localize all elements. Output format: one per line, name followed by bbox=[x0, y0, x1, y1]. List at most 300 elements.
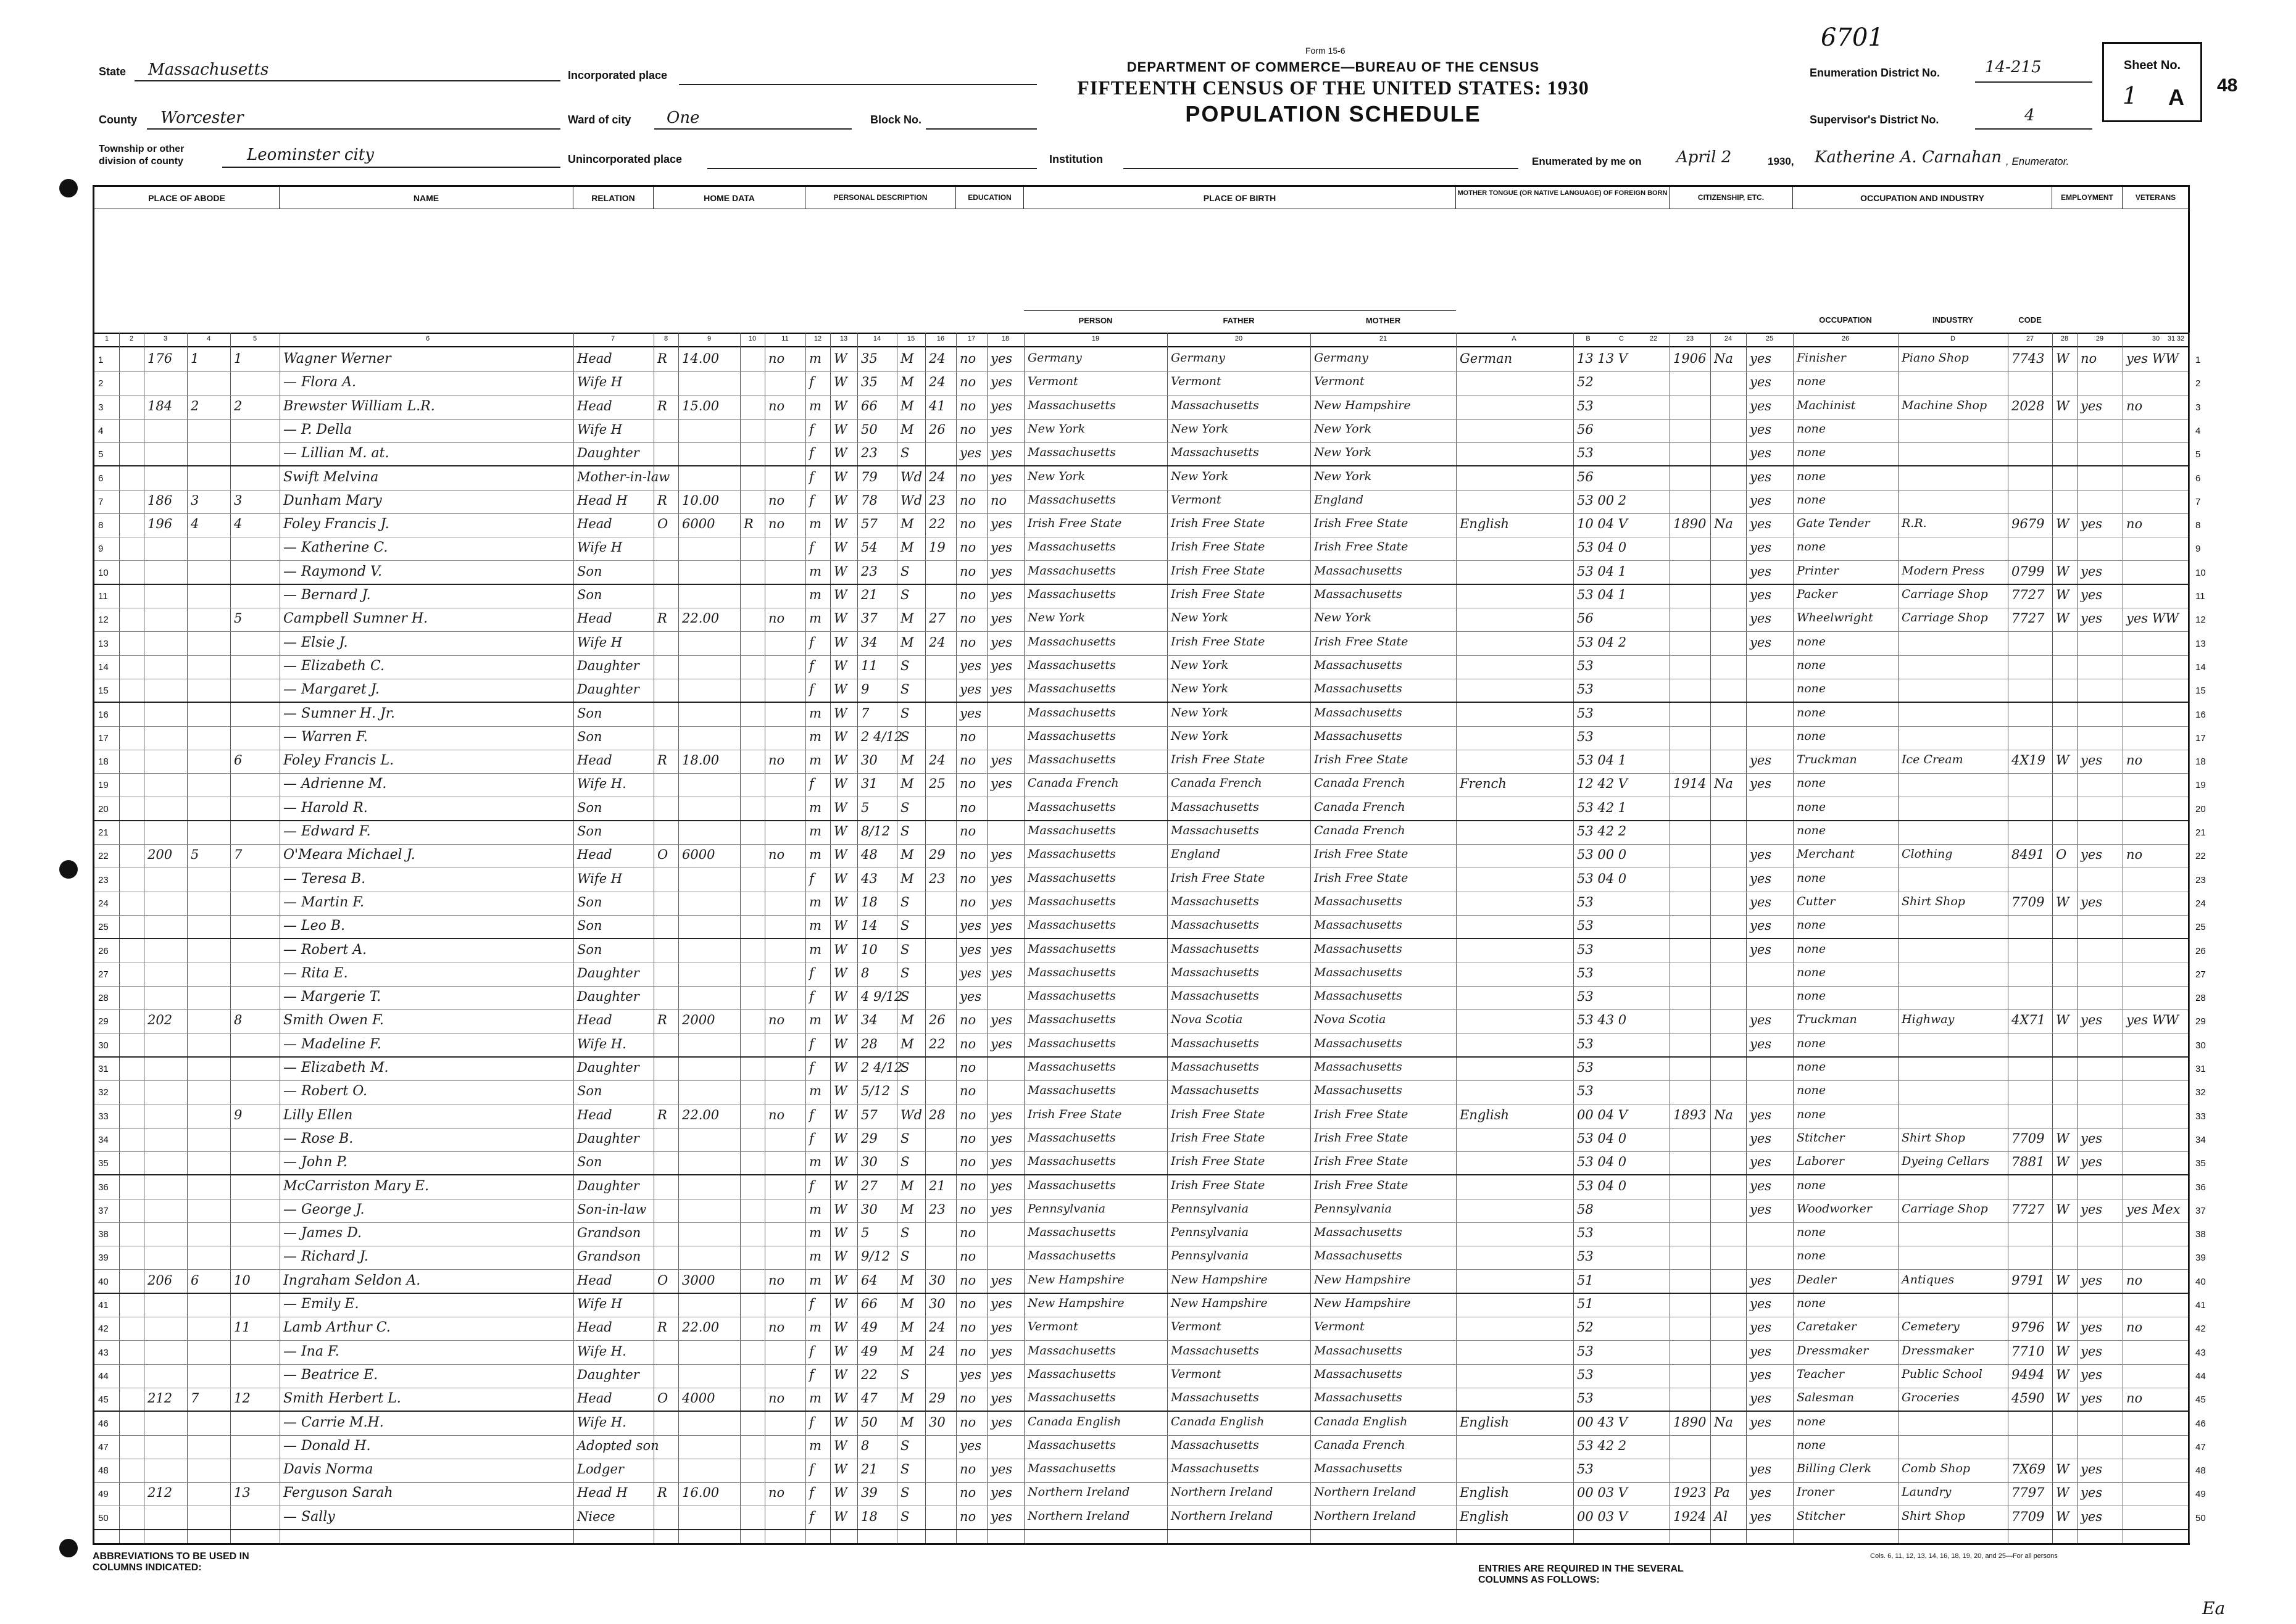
cell-ind: Carriage Shop bbox=[1902, 611, 1988, 625]
cell-read: yes bbox=[991, 445, 1013, 461]
cell-race: W bbox=[834, 375, 847, 390]
cell-mar: S bbox=[901, 1438, 910, 1453]
cell-occ: none bbox=[1797, 965, 1826, 979]
cell-code: 53 04 1 bbox=[1577, 753, 1627, 768]
cell-cls: W bbox=[2056, 1391, 2069, 1406]
cell-name: — Ina F. bbox=[283, 1343, 339, 1359]
cell-fpob: Irish Free State bbox=[1171, 1107, 1265, 1121]
cell-farm: no bbox=[768, 398, 785, 413]
line-number-right: 28 bbox=[2195, 993, 2206, 1004]
cell-mpob: New York bbox=[1314, 445, 1372, 460]
cell-name: — Elizabeth C. bbox=[283, 658, 385, 674]
cell-agem: 23 bbox=[929, 871, 946, 886]
line-number: 30 bbox=[98, 1040, 109, 1051]
table-row bbox=[94, 1246, 2206, 1270]
cell-eng: yes bbox=[1750, 1107, 1772, 1122]
cell-house: 212 bbox=[148, 1485, 173, 1501]
cell-age: 64 bbox=[861, 1272, 878, 1288]
cell-mpob: Northern Ireland bbox=[1314, 1485, 1416, 1499]
cell-mar: M bbox=[901, 1296, 914, 1311]
cell-age: 7 bbox=[861, 705, 870, 721]
cell-sch: no bbox=[960, 1107, 976, 1122]
cell-rel: Son bbox=[577, 1083, 602, 1099]
cell-mar: Wd bbox=[901, 1107, 923, 1122]
cell-vet: no bbox=[2126, 516, 2143, 532]
cell-mar: S bbox=[901, 682, 910, 697]
abbreviations-title: ABBREVIATIONS TO BE USED IN COLUMNS INDICATED: bbox=[93, 1551, 249, 1573]
cell-read: yes bbox=[991, 398, 1013, 413]
cell-emp: yes bbox=[2081, 1013, 2103, 1028]
cell-name: Davis Norma bbox=[283, 1462, 373, 1478]
cell-name: — Margaret J. bbox=[283, 682, 380, 698]
line-number-right: 19 bbox=[2195, 780, 2206, 791]
cell-nat: Na bbox=[1714, 1414, 1733, 1430]
cell-occ: none bbox=[1797, 800, 1826, 814]
cell-sex: f bbox=[809, 658, 814, 673]
col-place-of-abode: PLACE OF ABODE bbox=[94, 187, 280, 209]
cell-fpob: New York bbox=[1171, 611, 1229, 625]
cell-race: W bbox=[834, 989, 847, 1005]
col-home-data: HOME DATA bbox=[654, 187, 805, 209]
cell-sch: no bbox=[960, 871, 976, 886]
form-footer bbox=[93, 1551, 2190, 1613]
cell-sex: m bbox=[809, 1391, 821, 1406]
cell-code: 53 bbox=[1577, 918, 1594, 934]
cell-sex: f bbox=[809, 682, 814, 697]
cell-rel: Daughter bbox=[577, 1130, 639, 1146]
cell-dw: 4 bbox=[191, 516, 199, 532]
cell-name: McCarriston Mary E. bbox=[283, 1178, 430, 1194]
cell-val: 10.00 bbox=[682, 492, 720, 508]
col-education: EDUCATION bbox=[956, 187, 1024, 209]
table-row bbox=[94, 561, 2206, 585]
cell-mar: S bbox=[901, 1249, 910, 1264]
table-row bbox=[94, 608, 2206, 632]
cell-read: yes bbox=[991, 894, 1013, 909]
county-value: Worcester bbox=[160, 109, 244, 127]
cell-mar: M bbox=[901, 1391, 914, 1406]
cell-age: 2 4/12 bbox=[861, 1060, 903, 1075]
cell-mpob: Massachusetts bbox=[1314, 587, 1402, 601]
cell-occ: Printer bbox=[1797, 563, 1839, 578]
line-number: 19 bbox=[98, 780, 109, 791]
cell-pob: Northern Ireland bbox=[1028, 1509, 1130, 1523]
cell-race: W bbox=[834, 1201, 847, 1217]
line-number-right: 23 bbox=[2195, 874, 2206, 885]
cell-rel: Wife H. bbox=[577, 1343, 626, 1359]
table-row bbox=[94, 1341, 2206, 1365]
cell-name: — Robert A. bbox=[283, 942, 367, 958]
cell-occ: Caretaker bbox=[1797, 1320, 1857, 1334]
cell-occ: none bbox=[1797, 705, 1826, 719]
cell-occ: none bbox=[1797, 989, 1826, 1003]
column-number: 17 bbox=[967, 335, 976, 342]
cell-farm: no bbox=[768, 351, 785, 366]
cell-sch: no bbox=[960, 800, 976, 815]
cell-race: W bbox=[834, 1509, 847, 1524]
entries-required-title: ENTRIES ARE REQUIRED IN THE SEVERAL COLUMNS AS FOLLOWS: bbox=[1478, 1564, 1684, 1585]
cell-ind: Ice Cream bbox=[1902, 753, 1963, 767]
cell-ind: Shirt Shop bbox=[1902, 894, 1965, 908]
cell-mar: M bbox=[901, 847, 914, 863]
cell-mar: S bbox=[901, 1462, 910, 1477]
cell-rel: Wife H bbox=[577, 871, 623, 886]
table-row bbox=[94, 1459, 2206, 1483]
cell-fpob: Massachusetts bbox=[1171, 965, 1259, 979]
cell-pob: Massachusetts bbox=[1028, 1249, 1116, 1263]
cell-name: — Leo B. bbox=[283, 918, 346, 934]
line-number: 31 bbox=[98, 1064, 109, 1074]
cell-emp: yes bbox=[2081, 1154, 2103, 1170]
cell-sex: m bbox=[809, 729, 821, 744]
cell-eng: yes bbox=[1750, 375, 1772, 390]
cell-mpob: Canada French bbox=[1314, 800, 1405, 814]
cell-sex: m bbox=[809, 1225, 821, 1241]
enumerated-year: 1930, bbox=[1768, 155, 1794, 167]
cell-occ: Dressmaker bbox=[1797, 1343, 1869, 1357]
col-veterans: VETERANS bbox=[2123, 187, 2189, 209]
cell-fpob: Irish Free State bbox=[1171, 1178, 1265, 1192]
cell-race: W bbox=[834, 1320, 847, 1335]
cell-emp: yes bbox=[2081, 753, 2103, 768]
cell-age: 18 bbox=[861, 894, 878, 909]
cell-emp: yes bbox=[2081, 587, 2103, 602]
cell-mpob: Massachusetts bbox=[1314, 1343, 1402, 1357]
cell-fpob: Irish Free State bbox=[1171, 753, 1265, 767]
col-place-of-birth: PLACE OF BIRTH bbox=[1024, 187, 1456, 209]
column-number: 22 bbox=[1649, 335, 1658, 342]
cell-pob: Vermont bbox=[1028, 375, 1078, 389]
cell-read: yes bbox=[991, 1296, 1013, 1311]
cell-code: 53 bbox=[1577, 682, 1594, 697]
column-number: D bbox=[1950, 335, 1955, 342]
cell-sex: f bbox=[809, 1414, 814, 1430]
cell-pob: Massachusetts bbox=[1028, 1060, 1116, 1074]
cell-eng: yes bbox=[1750, 1201, 1772, 1217]
cell-sex: f bbox=[809, 1296, 814, 1311]
cell-mpob: Irish Free State bbox=[1314, 1178, 1408, 1192]
line-number: 44 bbox=[98, 1370, 109, 1382]
cell-name: — Edward F. bbox=[283, 824, 371, 839]
cell-occ: Merchant bbox=[1797, 847, 1855, 861]
cell-nat: Na bbox=[1714, 351, 1733, 366]
cell-mpob: Irish Free State bbox=[1314, 516, 1408, 531]
line-number-right: 43 bbox=[2195, 1347, 2206, 1358]
cell-fpob: Pennsylvania bbox=[1171, 1201, 1249, 1216]
cell-pob: Germany bbox=[1028, 351, 1082, 365]
cell-farm: no bbox=[768, 1320, 785, 1335]
census-title: FIFTEENTH CENSUS OF THE UNITED STATES: 1930 bbox=[1077, 77, 1589, 99]
cell-age: 66 bbox=[861, 1296, 878, 1311]
cell-sch: yes bbox=[960, 705, 982, 721]
cell-cls: O bbox=[2056, 847, 2067, 863]
line-number-right: 9 bbox=[2195, 544, 2201, 555]
cell-occ: none bbox=[1797, 658, 1826, 672]
cell-read: yes bbox=[991, 847, 1013, 863]
cell-pob: Massachusetts bbox=[1028, 445, 1116, 460]
cell-pob: Canada French bbox=[1028, 776, 1119, 790]
cell-occ: Finisher bbox=[1797, 351, 1846, 365]
cell-fpob: Irish Free State bbox=[1171, 871, 1265, 885]
cell-eng: yes bbox=[1750, 1272, 1772, 1288]
cell-name: Foley Francis J. bbox=[283, 516, 389, 532]
cell-rel: Head bbox=[577, 1013, 612, 1028]
cell-fpob: Massachusetts bbox=[1171, 800, 1259, 814]
line-number: 6 bbox=[98, 473, 104, 484]
cell-mar: S bbox=[901, 1509, 910, 1524]
cell-cls: W bbox=[2056, 1013, 2069, 1028]
cell-read: yes bbox=[991, 1107, 1013, 1122]
cell-ocode: 9796 bbox=[2011, 1320, 2045, 1335]
cell-code: 53 bbox=[1577, 398, 1594, 413]
line-number-right: 33 bbox=[2195, 1111, 2206, 1122]
cell-name: — Beatrice E. bbox=[283, 1367, 378, 1383]
cell-code: 52 bbox=[1577, 375, 1594, 390]
line-number-right: 10 bbox=[2195, 567, 2206, 578]
column-number: 3 bbox=[163, 335, 168, 342]
line-number-right: 22 bbox=[2195, 851, 2206, 862]
cell-code: 53 bbox=[1577, 1225, 1594, 1241]
cell-own: R bbox=[657, 611, 667, 626]
cell-mar: M bbox=[901, 1272, 914, 1288]
column-number: B bbox=[1586, 335, 1591, 342]
cell-sex: m bbox=[809, 1249, 821, 1264]
cell-race: W bbox=[834, 800, 847, 815]
cell-radio: R bbox=[744, 516, 754, 532]
table-row bbox=[94, 443, 2201, 466]
cell-fpob: New York bbox=[1171, 705, 1229, 719]
cell-vet: yes WW bbox=[2126, 351, 2179, 366]
cell-rel: Wife H. bbox=[577, 1414, 626, 1430]
cell-mar: S bbox=[901, 1060, 910, 1075]
cell-code: 56 bbox=[1577, 611, 1594, 626]
cell-occ: none bbox=[1797, 375, 1826, 389]
cell-fpob: Pennsylvania bbox=[1171, 1225, 1249, 1240]
cell-ind: Groceries bbox=[1902, 1391, 1960, 1405]
cell-mpob: Massachusetts bbox=[1314, 1225, 1402, 1240]
cell-race: W bbox=[834, 469, 847, 484]
cell-code: 53 04 0 bbox=[1577, 1130, 1627, 1146]
cell-cls: W bbox=[2056, 1201, 2069, 1217]
cell-mpob: Massachusetts bbox=[1314, 1036, 1402, 1050]
cell-own: R bbox=[657, 492, 667, 508]
line-number-right: 18 bbox=[2195, 756, 2206, 768]
cell-eng: yes bbox=[1750, 1343, 1772, 1359]
cell-age: 57 bbox=[861, 516, 878, 532]
cell-mar: M bbox=[901, 516, 914, 532]
cell-pob: Massachusetts bbox=[1028, 1438, 1116, 1452]
cell-pob: Massachusetts bbox=[1028, 1343, 1116, 1357]
column-number-strip bbox=[94, 333, 2188, 347]
cell-age: 34 bbox=[861, 634, 878, 650]
cell-code: 53 04 2 bbox=[1577, 634, 1627, 650]
cell-fam: 1 bbox=[234, 351, 243, 366]
enum-district-label: Enumeration District No. bbox=[1810, 67, 1940, 79]
cell-occ: none bbox=[1797, 1225, 1826, 1240]
cell-code: 53 bbox=[1577, 1036, 1594, 1051]
sub-person: PERSON bbox=[1078, 316, 1113, 325]
cell-occ: none bbox=[1797, 1083, 1826, 1098]
cell-eng: yes bbox=[1750, 753, 1772, 768]
column-number: 1 bbox=[104, 335, 109, 342]
cell-vet: no bbox=[2126, 1391, 2143, 1406]
cell-age: 9 bbox=[861, 682, 870, 697]
cell-pob: Vermont bbox=[1028, 1320, 1078, 1334]
line-number: 12 bbox=[98, 615, 109, 626]
cell-sch: no bbox=[960, 1272, 976, 1288]
cell-rel: Wife H bbox=[577, 421, 623, 437]
line-number-right: 41 bbox=[2195, 1300, 2206, 1311]
line-number: 38 bbox=[98, 1229, 109, 1240]
cell-ocode: 9679 bbox=[2011, 516, 2045, 532]
cell-name: — James D. bbox=[283, 1225, 362, 1241]
cell-sex: f bbox=[809, 492, 814, 508]
cell-code: 53 42 2 bbox=[1577, 824, 1627, 839]
cell-ind: Shirt Shop bbox=[1902, 1130, 1965, 1145]
column-number: 23 bbox=[1686, 335, 1694, 342]
cell-sex: f bbox=[809, 1485, 814, 1501]
line-number-right: 11 bbox=[2195, 591, 2205, 602]
cell-age: 21 bbox=[861, 587, 878, 602]
cell-rel: Son bbox=[577, 563, 602, 579]
cell-sch: no bbox=[960, 540, 976, 555]
cell-mpob: Canada French bbox=[1314, 1438, 1405, 1452]
supervisor-label: Supervisor's District No. bbox=[1810, 114, 1939, 126]
cell-sch: no bbox=[960, 1414, 976, 1430]
cell-sch: yes bbox=[960, 658, 982, 673]
cell-val: 22.00 bbox=[682, 1320, 720, 1335]
cell-ocode: 7881 bbox=[2011, 1154, 2045, 1170]
cell-name: Smith Herbert L. bbox=[283, 1391, 401, 1407]
cell-fpob: England bbox=[1171, 847, 1221, 861]
cell-mar: M bbox=[901, 375, 914, 390]
cell-ind: Dyeing Cellars bbox=[1902, 1154, 1989, 1169]
cell-vet: no bbox=[2126, 1320, 2143, 1335]
cell-sch: no bbox=[960, 824, 976, 839]
cell-race: W bbox=[834, 516, 847, 532]
block-line bbox=[926, 128, 1037, 130]
cell-rel: Daughter bbox=[577, 1178, 639, 1193]
cell-rel: Son bbox=[577, 729, 602, 744]
cell-mpob: Massachusetts bbox=[1314, 705, 1402, 719]
cell-tongue: English bbox=[1460, 1107, 1510, 1122]
county-line bbox=[147, 128, 560, 130]
cell-cls: W bbox=[2056, 1485, 2069, 1501]
cell-rel: Head bbox=[577, 611, 612, 626]
table-row bbox=[94, 632, 2206, 656]
cell-farm: no bbox=[768, 1013, 785, 1028]
line-number: 5 bbox=[98, 449, 104, 460]
cell-farm: no bbox=[768, 1485, 785, 1501]
cell-occ: Stitcher bbox=[1797, 1509, 1845, 1523]
cell-mar: M bbox=[901, 1201, 914, 1217]
sub-occupation: OCCUPATION bbox=[1819, 315, 1872, 325]
cell-race: W bbox=[834, 1083, 847, 1099]
cell-mar: S bbox=[901, 965, 910, 980]
cell-sch: no bbox=[960, 1391, 976, 1406]
cell-age: 39 bbox=[861, 1485, 878, 1501]
cell-mar: S bbox=[901, 1485, 910, 1501]
line-number: 2 bbox=[98, 378, 104, 389]
column-number: 8 bbox=[663, 335, 668, 342]
col-name: NAME bbox=[280, 187, 573, 209]
cell-mpob: Massachusetts bbox=[1314, 918, 1402, 932]
cell-ocode: 7727 bbox=[2011, 611, 2045, 626]
cell-eng: yes bbox=[1750, 1485, 1772, 1501]
cell-mar: S bbox=[901, 942, 910, 957]
cell-vet: no bbox=[2126, 847, 2143, 863]
cell-occ: Dealer bbox=[1797, 1272, 1837, 1286]
cell-sex: m bbox=[809, 1154, 821, 1170]
cell-occ: none bbox=[1797, 540, 1826, 554]
cell-ind: Comb Shop bbox=[1902, 1462, 1971, 1476]
cell-code: 56 bbox=[1577, 421, 1594, 437]
line-number-right: 31 bbox=[2195, 1064, 2206, 1074]
line-number-right: 44 bbox=[2195, 1370, 2206, 1382]
cell-rel: Head bbox=[577, 1391, 612, 1406]
cell-sch: no bbox=[960, 1343, 976, 1359]
cell-occ: none bbox=[1797, 776, 1826, 790]
line-number: 14 bbox=[98, 661, 109, 673]
cell-name: Ferguson Sarah bbox=[283, 1485, 393, 1501]
cell-vet: no bbox=[2126, 398, 2143, 413]
cell-sex: m bbox=[809, 705, 821, 721]
cell-fpob: Germany bbox=[1171, 351, 1225, 365]
table-row bbox=[94, 869, 2206, 892]
cell-rel: Mother-in-law bbox=[577, 469, 670, 484]
cell-mar: Wd bbox=[901, 469, 923, 484]
cell-rel: Wife H bbox=[577, 375, 623, 390]
line-number-right: 24 bbox=[2195, 898, 2206, 909]
cell-eng: yes bbox=[1750, 1509, 1772, 1524]
cell-name: — Harold R. bbox=[283, 800, 368, 816]
state-value: Massachusetts bbox=[148, 60, 269, 79]
cell-pob: Pennsylvania bbox=[1028, 1201, 1105, 1216]
cell-house: 206 bbox=[148, 1272, 173, 1288]
cell-rel: Head bbox=[577, 398, 612, 413]
line-number: 36 bbox=[98, 1182, 109, 1193]
county-label: County bbox=[99, 114, 137, 126]
cell-pob: Massachusetts bbox=[1028, 563, 1116, 578]
cell-pob: Massachusetts bbox=[1028, 540, 1116, 554]
cell-age: 57 bbox=[861, 1107, 878, 1122]
cell-sch: no bbox=[960, 1225, 976, 1241]
form-header bbox=[0, 0, 2296, 185]
cell-name: O'Meara Michael J. bbox=[283, 847, 415, 863]
cell-code: 10 04 V bbox=[1577, 516, 1628, 532]
cell-mpob: Irish Free State bbox=[1314, 1107, 1408, 1121]
cell-occ: none bbox=[1797, 1178, 1826, 1192]
table-row bbox=[94, 1223, 2206, 1246]
cell-vet: yes WW bbox=[2126, 611, 2179, 626]
cell-age: 48 bbox=[861, 847, 878, 863]
cell-age: 79 bbox=[861, 469, 878, 484]
line-number: 48 bbox=[98, 1465, 109, 1477]
line-number-right: 15 bbox=[2195, 686, 2206, 697]
line-number: 40 bbox=[98, 1276, 109, 1287]
cell-occ: none bbox=[1797, 942, 1826, 956]
cell-sch: no bbox=[960, 1130, 976, 1146]
cell-sex: f bbox=[809, 469, 814, 484]
cell-race: W bbox=[834, 1343, 847, 1359]
cell-name: — P. Della bbox=[283, 421, 352, 437]
table-row bbox=[94, 585, 2205, 608]
cell-sex: f bbox=[809, 1130, 814, 1146]
cell-pob: New York bbox=[1028, 421, 1086, 436]
cell-sex: m bbox=[809, 1438, 821, 1453]
cell-sex: m bbox=[809, 1272, 821, 1288]
cell-agem: 22 bbox=[929, 1036, 946, 1051]
